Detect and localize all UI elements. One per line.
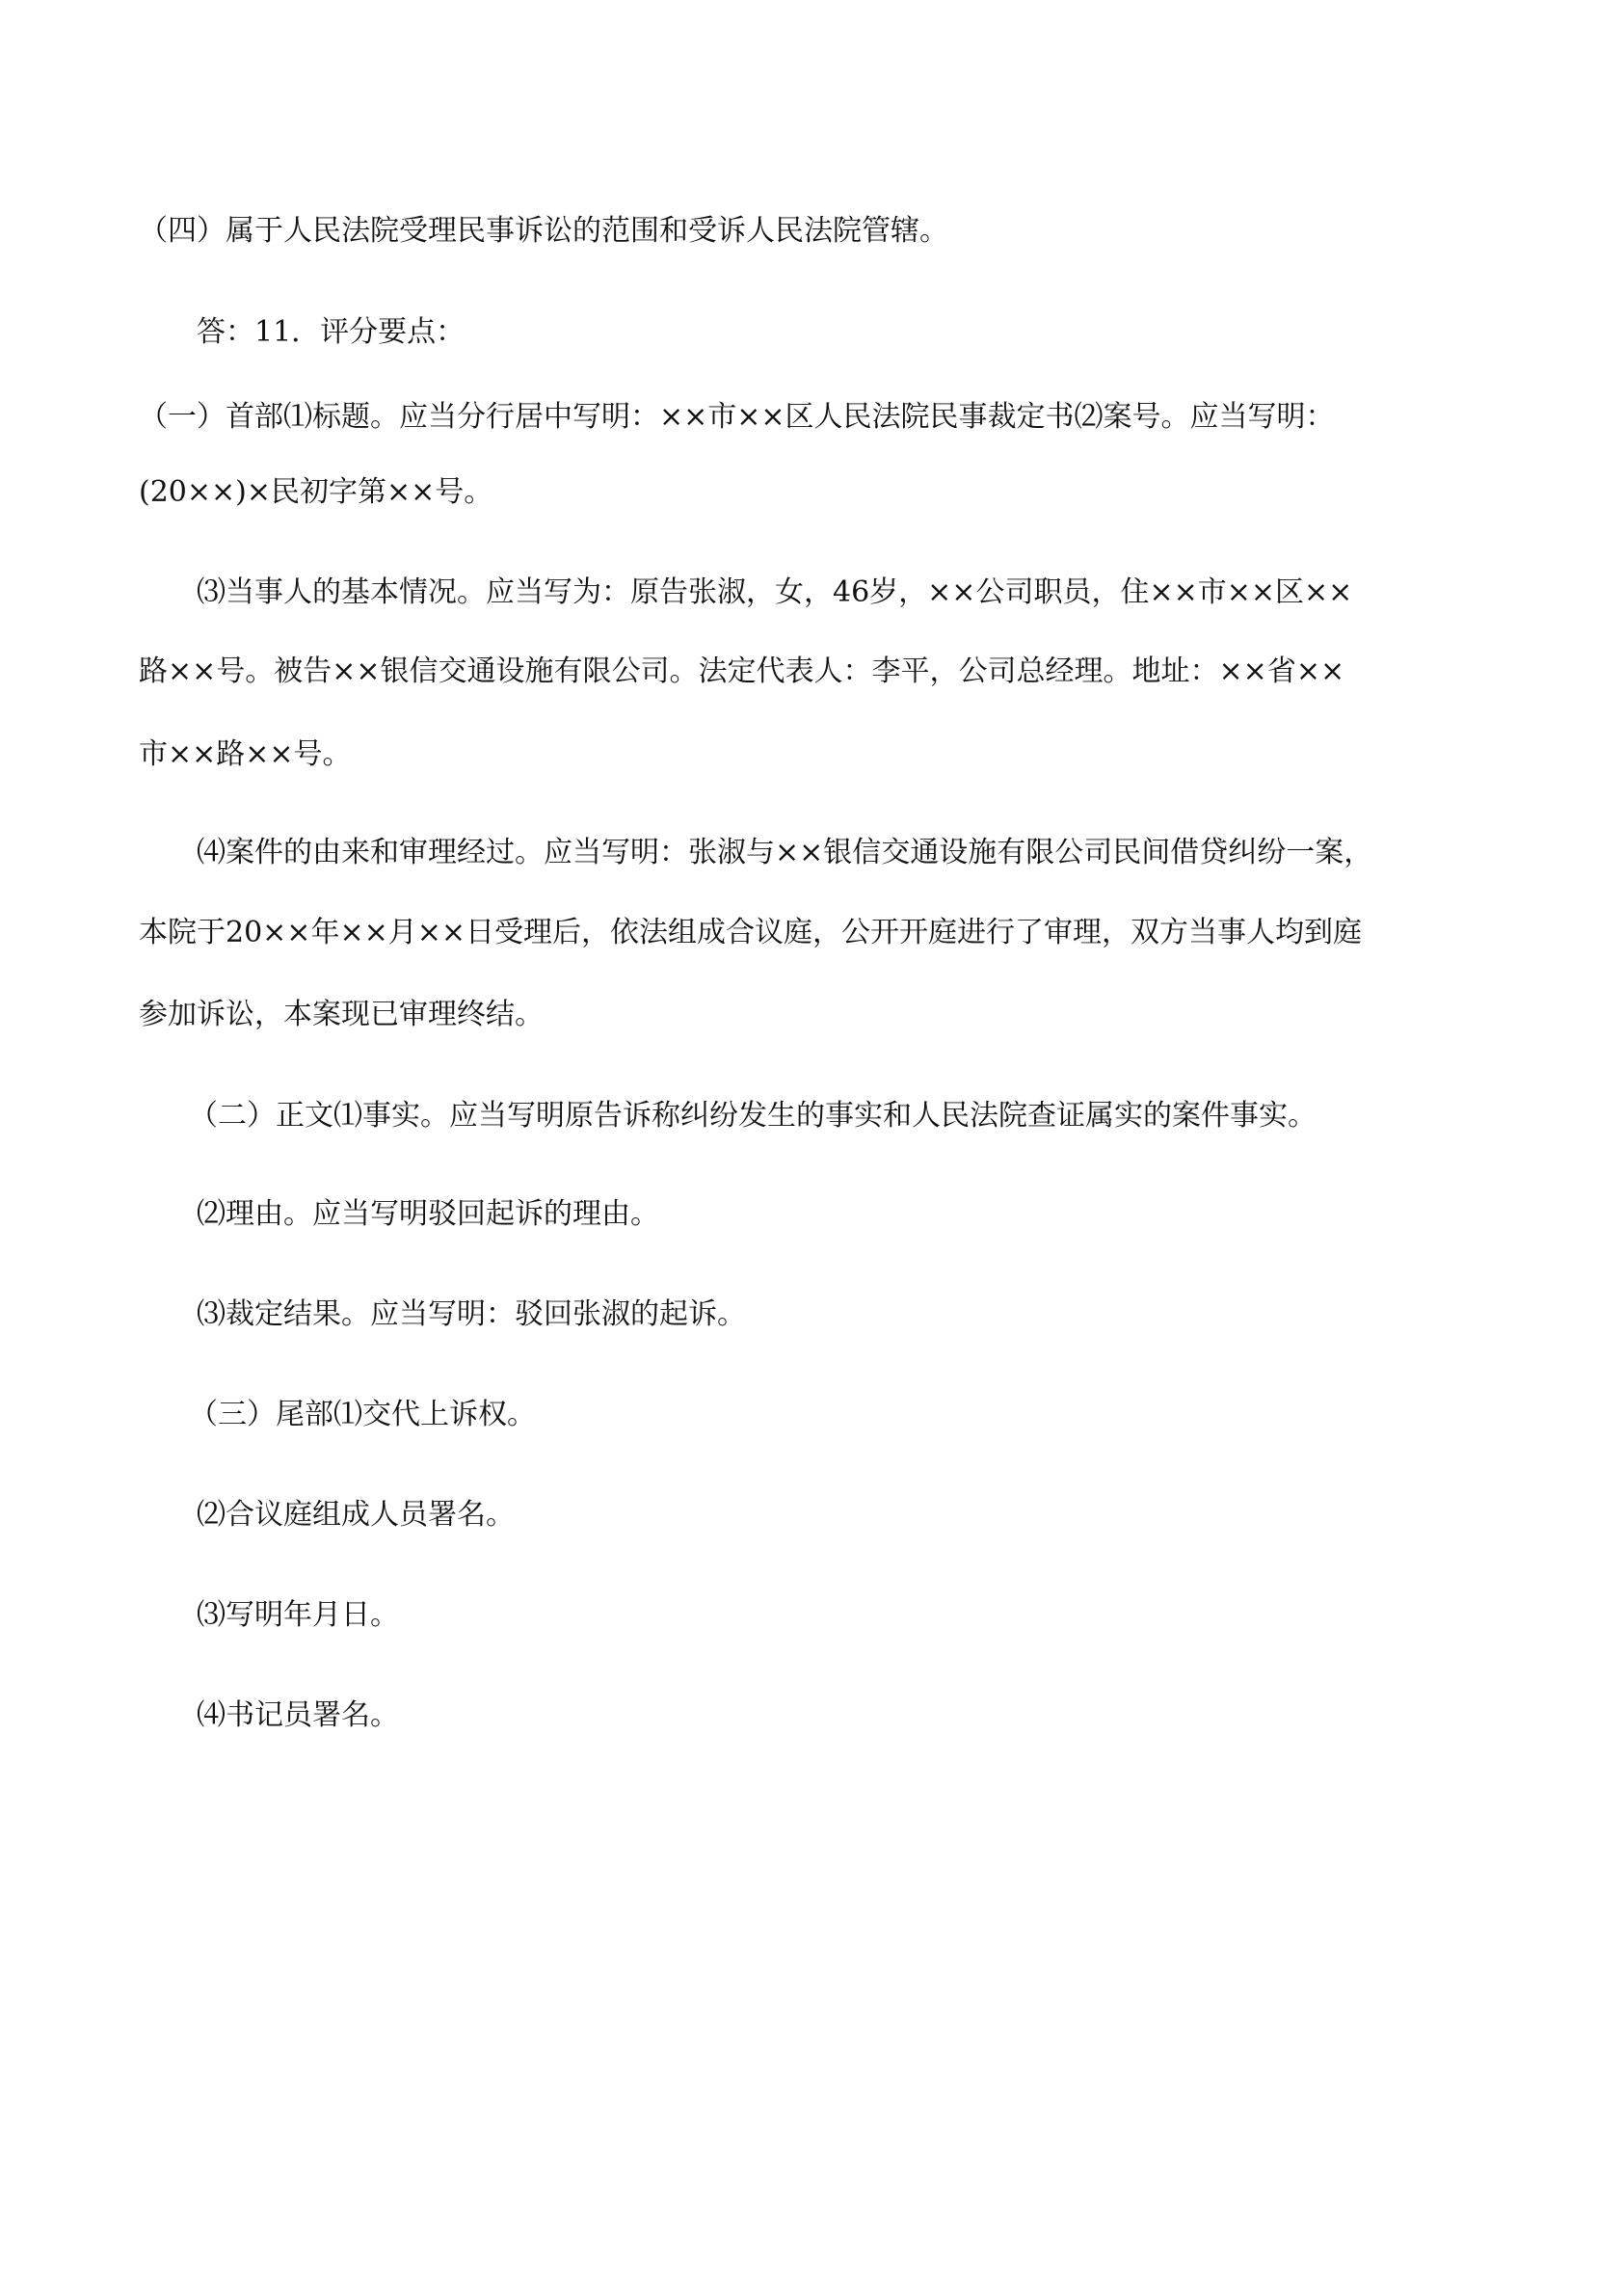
text-line: 答：11．评分要点： (197, 315, 466, 349)
text-line: （四）属于人民法院受理民事诉讼的范围和受诉人民法院管辖。 (139, 214, 948, 248)
text-line: ⑷书记员署名。 (197, 1698, 399, 1732)
text-line: 路××号。被告××银信交通设施有限公司。法定代表人：李平，公司总经理。地址：××省×× (139, 654, 1345, 688)
text-line: 本院于20××年××月××日受理后，依法组成合议庭，公开开庭进行了审理，双方当事人均到庭 (139, 916, 1362, 949)
text-line: (20××)×民初字第××号。 (139, 475, 493, 509)
text-line: ⑵合议庭组成人员署名。 (197, 1498, 515, 1532)
text-line: （一）首部⑴标题。应当分行居中写明：××市××区人民法院民事裁定书⑵案号。应当写明： (139, 400, 1335, 434)
text-line: ⑷案件的由来和审理经过。应当写明：张淑与××银信交通设施有限公司民间借贷纠纷一案， (197, 836, 1373, 869)
text-line: ⑵理由。应当写明驳回起诉的理由。 (197, 1197, 659, 1231)
text-line: ⑶当事人的基本情况。应当写为：原告张淑，女，46岁，××公司职员，住××市××区×× (197, 575, 1353, 609)
text-line: 市××路××号。 (139, 737, 352, 771)
text-line: ⑶裁定结果。应当写明：驳回张淑的起诉。 (197, 1297, 746, 1331)
text-line: 参加诉讼，本案现已审理终结。 (139, 998, 544, 1031)
text-line: ⑶写明年月日。 (197, 1598, 399, 1632)
text-line: （三）尾部⑴交代上诉权。 (189, 1398, 536, 1431)
text-line: （二）正文⑴事实。应当写明原告诉称纠纷发生的事实和人民法院查证属实的案件事实。 (189, 1099, 1317, 1133)
